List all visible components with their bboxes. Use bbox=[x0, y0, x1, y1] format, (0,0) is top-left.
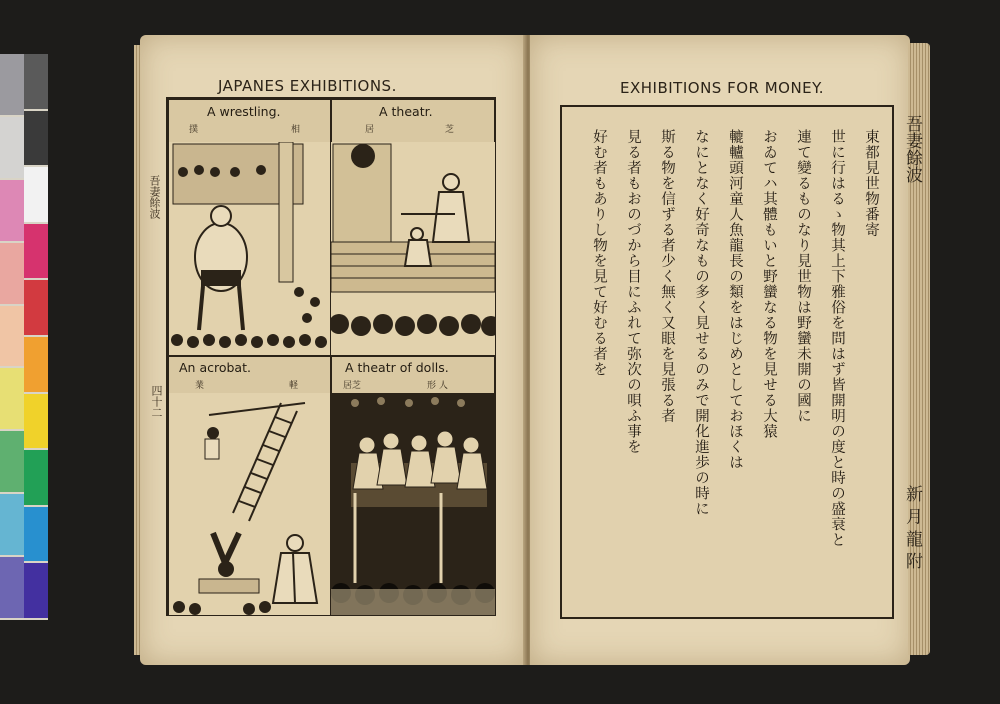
color-swatch bbox=[24, 563, 48, 618]
color-swatch bbox=[0, 306, 24, 367]
illustration-grid bbox=[166, 97, 496, 616]
panel-kana-left: 撲 bbox=[189, 125, 199, 135]
color-swatch bbox=[24, 337, 48, 392]
panel-kana-left: 居芝 bbox=[343, 381, 362, 391]
panel-wrestling bbox=[168, 99, 332, 357]
panel-kana-right: 相 bbox=[291, 125, 301, 135]
color-swatch bbox=[0, 368, 24, 429]
right-page-heading: EXHIBITIONS FOR MONEY. bbox=[620, 79, 825, 97]
wrestling-illustration bbox=[169, 142, 331, 356]
left-margin-page-number: 四十二 bbox=[150, 385, 163, 418]
text-column: 世に行はるゝ物其上下雅俗を問はず皆開明の度と時の盛衰と bbox=[829, 129, 845, 548]
color-calibration-strip bbox=[0, 54, 48, 620]
text-column: 斯る物を信ずる者少く無く又眼を見張る者 bbox=[659, 129, 675, 424]
acrobat-illustration bbox=[169, 393, 331, 615]
color-swatch bbox=[24, 111, 48, 166]
text-frame bbox=[560, 105, 894, 619]
doll-theatre-illustration bbox=[331, 393, 495, 615]
text-column: おゐてハ其體もいと野蠻なる物を見せる大猿 bbox=[761, 129, 777, 439]
panel-kana-right: 芝 bbox=[445, 125, 455, 135]
color-swatch bbox=[0, 54, 24, 115]
color-swatch bbox=[24, 224, 48, 279]
text-column: 見る者もおのづから目にふれて弥次の唄ふ事を bbox=[625, 129, 641, 455]
panel-kana-right: 形 人 bbox=[427, 381, 448, 391]
color-swatch bbox=[0, 117, 24, 178]
color-swatch bbox=[24, 54, 48, 109]
panel-doll-theatre bbox=[330, 355, 496, 616]
panel-kana-right: 軽 bbox=[289, 381, 299, 391]
panel-acrobat bbox=[168, 355, 332, 616]
color-swatch bbox=[0, 180, 24, 241]
open-book bbox=[140, 35, 930, 665]
text-column: 轆轤頭河童人魚龍長の類をはじめとしておほくは bbox=[727, 129, 743, 470]
panel-theatre bbox=[330, 99, 496, 357]
color-swatch bbox=[24, 450, 48, 505]
color-swatch bbox=[24, 280, 48, 335]
panel-caption: A theatr. bbox=[379, 104, 433, 119]
color-swatch bbox=[0, 243, 24, 304]
left-margin-running-title: 吾妻餘波 bbox=[148, 175, 161, 219]
color-swatch bbox=[0, 557, 24, 618]
color-swatch bbox=[24, 394, 48, 449]
right-margin-footer: 新 月 龍 附 bbox=[902, 485, 922, 570]
left-page-heading: JAPANES EXHIBITIONS. bbox=[218, 77, 397, 95]
panel-kana-left: 業 bbox=[195, 381, 205, 391]
text-column: 連て變るものなり見世物は野蠻未開の國に bbox=[795, 129, 811, 424]
text-column: なにとなく好奇なもの多く見せるのみで開化進歩の時に bbox=[693, 129, 709, 517]
color-swatch bbox=[24, 507, 48, 562]
panel-caption: An acrobat. bbox=[179, 360, 251, 375]
color-swatch bbox=[0, 431, 24, 492]
right-margin-running-title: 吾妻餘波 bbox=[902, 115, 922, 183]
panel-caption: A wrestling. bbox=[207, 104, 281, 119]
text-column: 東都見世物番寄 bbox=[863, 129, 879, 238]
panel-kana-left: 居 bbox=[365, 125, 375, 135]
color-swatch bbox=[0, 494, 24, 555]
panel-caption: A theatr of dolls. bbox=[345, 360, 449, 375]
text-column: 好む者もありし物を見て好むる者を bbox=[591, 129, 607, 377]
color-swatch bbox=[24, 167, 48, 222]
theatre-illustration bbox=[331, 142, 495, 356]
